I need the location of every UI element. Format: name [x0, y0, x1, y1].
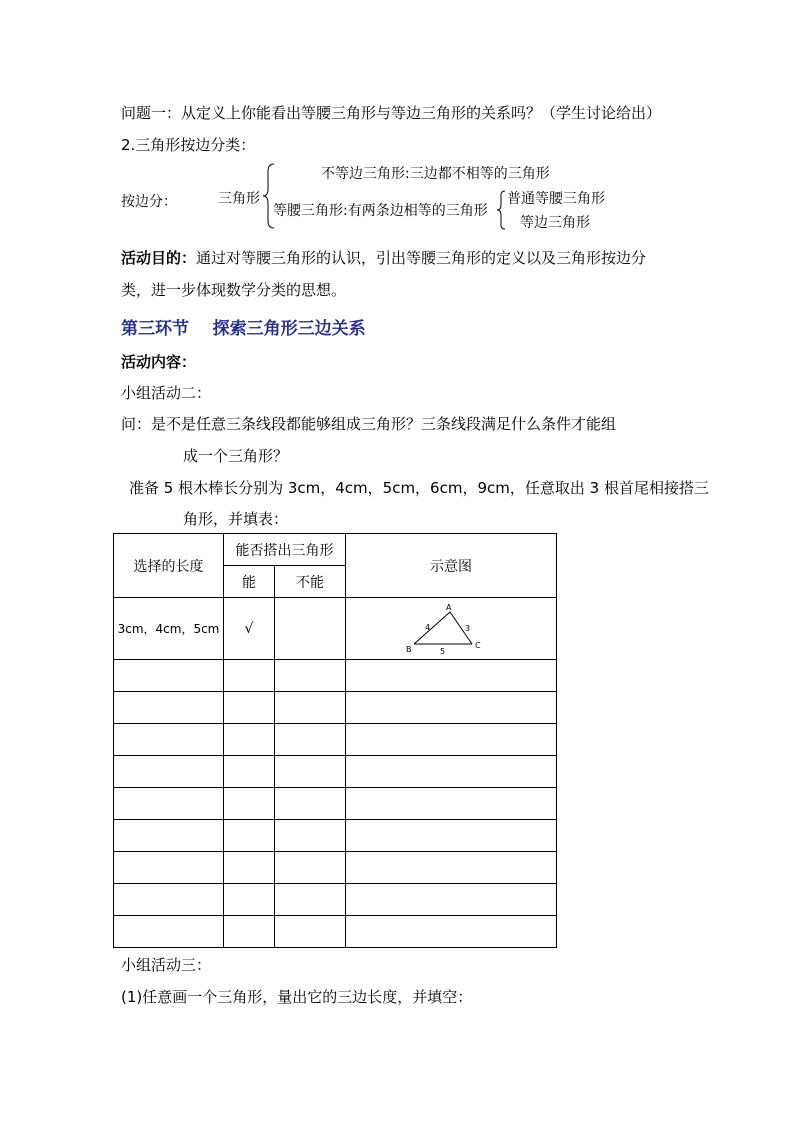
prepare-line-1: 准备 5 根木棒长分别为 3cm，4cm，5cm，6cm，9cm，任意取出 3 根首尾相接搭三: [129, 479, 709, 497]
group-activity-2: 小组活动二：: [121, 384, 212, 402]
purpose-line-1: [121, 248, 646, 268]
task-1: (1)任意画一个三角形，量出它的三边长度，并填空：: [121, 988, 473, 1006]
header-diagram: 示意图: [346, 534, 557, 598]
header-no: 不能: [275, 566, 346, 598]
section-2-heading: 2.三角形按边分类：: [121, 136, 256, 154]
classify-label: 按边分：: [121, 194, 177, 210]
classify-ordinary-isosceles: 普通等腰三角形: [507, 191, 605, 207]
cell-no: [275, 598, 346, 660]
vertex-c-label: C: [475, 640, 481, 650]
group-activity-3: 小组活动三：: [121, 956, 212, 974]
side-ab-label: 4: [425, 622, 431, 632]
table-row: [114, 916, 557, 948]
table-header-row: [114, 534, 557, 566]
prepare-line-2: 角形，并填表：: [183, 510, 289, 528]
table-row: [114, 820, 557, 852]
cell-diagram: [346, 598, 557, 660]
vertex-b-label: B: [406, 644, 412, 654]
header-length: 选择的长度: [114, 534, 224, 598]
triangle-diagram: [406, 602, 496, 656]
header-can-form: 能否搭出三角形: [224, 534, 346, 566]
table-row: [114, 660, 557, 692]
purpose-label: 活动目的：: [121, 249, 197, 267]
section-3-title: 第三环节 探索三角形三边关系: [121, 319, 366, 339]
side-ac-label: 3: [465, 623, 471, 633]
table-row: [114, 884, 557, 916]
question-one: 问题一：从定义上你能看出等腰三角形与等边三角形的关系吗？（学生讨论给出）: [121, 104, 662, 122]
question-line-2: 成一个三角形？: [183, 447, 289, 465]
table-row: [114, 598, 557, 660]
purpose-text-1: 通过对等腰三角形的认识，引出等腰三角形的定义以及三角形按边分: [196, 249, 647, 267]
table-row: [114, 788, 557, 820]
triangle-table: [113, 533, 557, 948]
purpose-line-2: 类，进一步体现数学分类的思想。: [121, 281, 347, 299]
header-yes: 能: [224, 566, 275, 598]
cell-length: 3cm，4cm，5cm: [114, 598, 224, 660]
classify-equilateral: 等边三角形: [520, 215, 590, 231]
vertex-a-label: A: [446, 602, 452, 612]
question-line-1: 问：是不是任意三条线段都能够组成三角形？三条线段满足什么条件才能组: [121, 415, 617, 433]
activity-content-label: 活动内容：: [121, 353, 197, 371]
side-bc-label: 5: [440, 646, 446, 656]
table-row: [114, 756, 557, 788]
classify-root: 三角形: [218, 191, 260, 207]
table-row: [114, 692, 557, 724]
right-brace-icon: [496, 190, 506, 230]
table-row: [114, 852, 557, 884]
cell-yes: √: [224, 598, 275, 660]
table-row: [114, 724, 557, 756]
classify-isosceles: 等腰三角形:有两条边相等的三角形: [273, 203, 488, 219]
classify-scalene: 不等边三角形:三边都不相等的三角形: [321, 166, 550, 182]
